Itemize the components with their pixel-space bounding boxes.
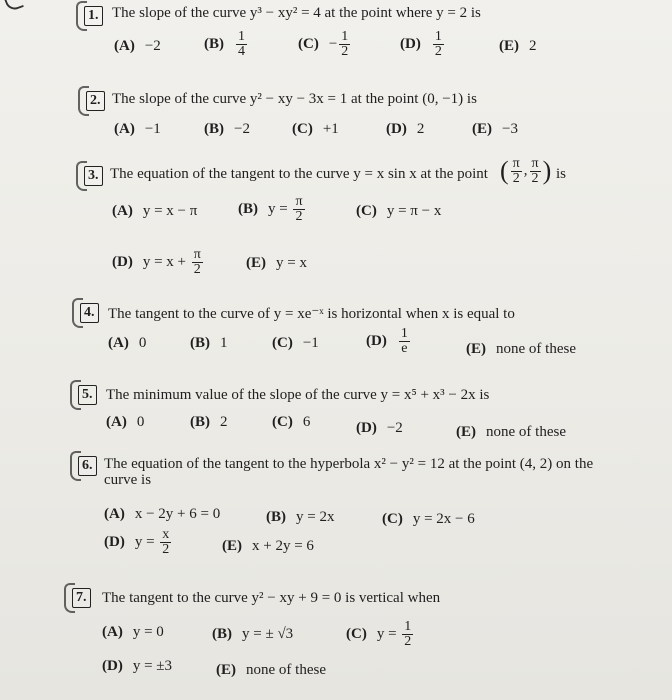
- option-d: (D) $\frac{1}{2}$: [400, 29, 442, 59]
- option-a: (A) y = 0: [102, 624, 164, 640]
- option-a: (A) −2: [114, 38, 161, 54]
- question-number: 3.: [84, 166, 103, 186]
- option-a: (A) −1: [114, 121, 161, 137]
- question-number: 7.: [72, 588, 91, 608]
- question-stem: The tangent to the curve y² − xy + 9 = 0 is vertical when: [102, 590, 441, 606]
- option-c: (C) 6: [272, 414, 311, 430]
- option-a: (A) 0: [106, 414, 145, 430]
- question-number: 5.: [78, 385, 97, 405]
- question-stem-tail: is: [556, 166, 567, 182]
- question-number: 4.: [80, 303, 99, 323]
- question-stem: The equation of the tangent to the hyperbola x² − y² = 12 at the point (4, 2) on the: [104, 456, 594, 472]
- option-b: (B) −2: [204, 121, 250, 137]
- option-b: (B) y = $\frac{\pi}{2}$: [238, 194, 303, 224]
- option-e: (E) none of these: [456, 424, 566, 440]
- pen-mark: [4, 0, 24, 12]
- option-d: (D) 2: [386, 121, 425, 137]
- option-b: (B) 2: [190, 414, 228, 430]
- option-c: (C) − $\frac{1}{2}$: [298, 29, 349, 59]
- question-number: 2.: [86, 91, 105, 111]
- option-d: (D) −2: [356, 420, 403, 436]
- option-b: (B) 1: [190, 335, 228, 351]
- option-d: (D) y = x + $\frac{\pi}{2}$: [112, 247, 201, 277]
- option-c: (C) +1: [292, 121, 339, 137]
- option-d: (D) y = ±3: [102, 658, 173, 674]
- option-c: (C) y = π − x: [356, 203, 442, 219]
- option-c: (C) −1: [272, 335, 319, 351]
- option-e: (E) x + 2y = 6: [222, 538, 314, 554]
- option-b: (B) y = 2x: [266, 509, 335, 525]
- option-b: (B) y = ± √3: [212, 626, 294, 642]
- question-number: 1.: [84, 6, 103, 26]
- question-number: 6.: [78, 456, 97, 476]
- question-stem: The minimum value of the slope of the curve y = x⁵ + x³ − 2x is: [106, 387, 490, 403]
- option-a: (A) x − 2y + 6 = 0: [104, 506, 221, 522]
- option-e: (E) none of these: [466, 341, 576, 357]
- option-e: (E) −3: [472, 121, 518, 137]
- question-stem: The slope of the curve y³ − xy² = 4 at the point where y = 2 is: [112, 5, 481, 21]
- option-e: (E) 2: [499, 38, 537, 54]
- option-c: (C) y = $\frac{1}{2}$: [346, 619, 412, 649]
- question-stem: The tangent to the curve of y = xe⁻ˣ is horizontal when x is equal to: [108, 306, 515, 322]
- question-stem-line2: curve is: [104, 472, 152, 488]
- point-coordinates: ( $\frac{\pi}{2}$ , $\frac{\pi}{2}$ ): [500, 155, 552, 186]
- option-e: (E) y = x: [246, 255, 307, 271]
- option-d: (D) y = $\frac{x}{2}$: [104, 527, 170, 557]
- option-e: (E) none of these: [216, 662, 326, 678]
- option-c: (C) y = 2x − 6: [382, 511, 475, 527]
- question-stem: The equation of the tangent to the curve y = x sin x at the point: [110, 166, 488, 182]
- option-a: (A) 0: [108, 335, 147, 351]
- option-d: (D) $\frac{1}{e}$: [366, 326, 408, 356]
- question-stem: The slope of the curve y² − xy − 3x = 1 at the point (0, −1) is: [112, 91, 477, 107]
- option-b: (B) $\frac{1}{4}$: [204, 29, 245, 59]
- option-a: (A) y = x − π: [112, 203, 198, 219]
